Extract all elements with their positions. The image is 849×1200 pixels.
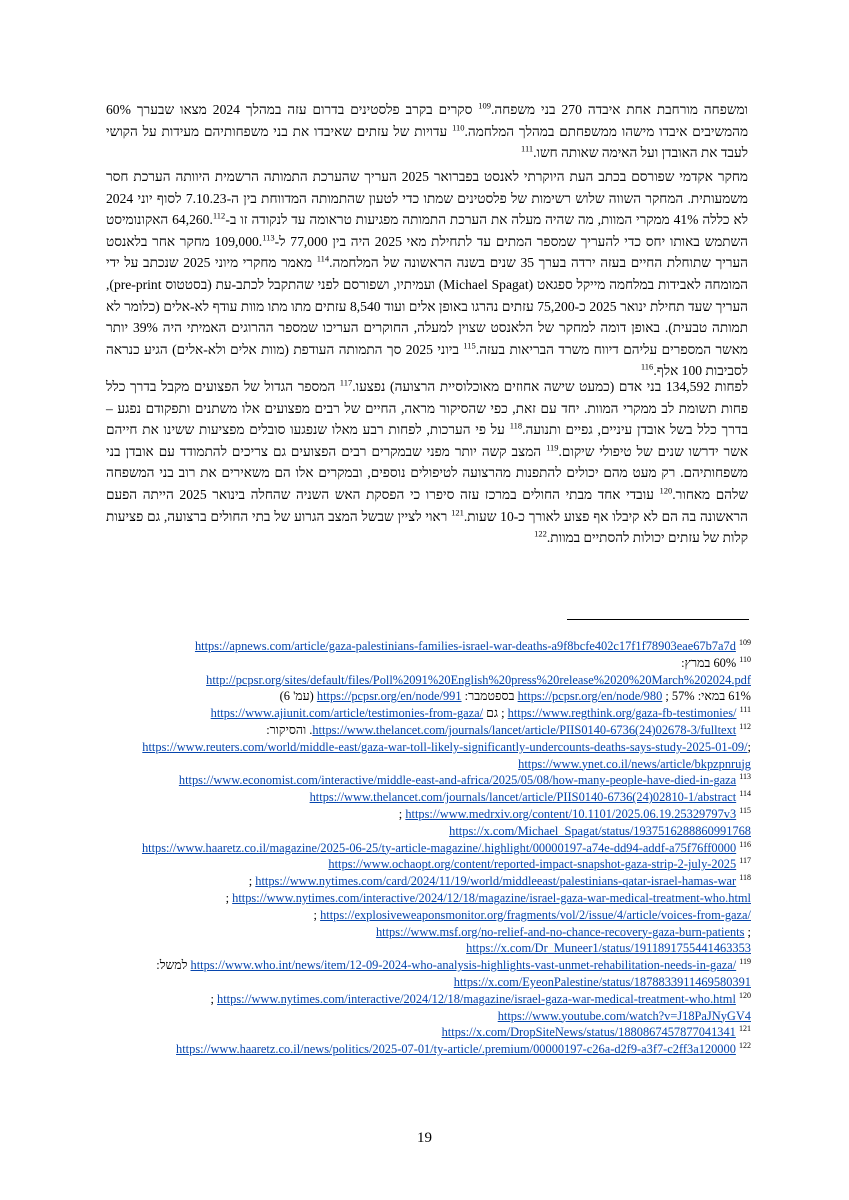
footnote-text: ; [747,739,751,754]
footnote-111 [106,705,751,722]
footnote-ref[interactable]: 119 [546,442,559,453]
paragraph-text: ביוני 2025 סך התמותה העודפת (מוות אלים ולא-אלים) הגיע כנראה לסביבות 100 אלף. [106,341,748,379]
footnote-ref[interactable]: 116 [640,361,654,372]
footnote-ref[interactable]: 115 [463,340,476,351]
footnote-link[interactable]: https://www.reuters.com/world/middle-east/gaza-war-toll-likely-significantly-undercounts-deaths-says-study-2025-01-09/ [142,739,748,754]
footnote-text: 61% במאי: [694,689,751,704]
footnote-ref[interactable]: 112 [212,210,226,221]
footnote-text: ; [210,991,218,1006]
footnote-link[interactable]: https://x.com/Michael_Spagat/status/1937516288860991768 [449,823,751,838]
footnote-link[interactable]: https://www.youtube.com/watch?v=J18PaJNyGV4 [497,1008,751,1023]
body-paragraph-3 [106,376,748,549]
page-number: 19 [417,1130,432,1146]
footnote-ref[interactable]: 118 [509,420,523,431]
footnote-text: למשל: [156,958,191,973]
footnote-ref[interactable]: 120 [659,485,673,496]
footnote-number: 117 [739,856,751,866]
footnote-115 [106,806,751,840]
footnote-ref[interactable]: 109 [478,100,492,111]
footnote-number: 110 [739,654,751,664]
footnote-separator [567,619,749,620]
footnote-link[interactable]: https://www.thelancet.com/journals/lancet/article/PIIS0140-6736(24)02678-3/fulltext [312,722,737,737]
body-paragraph-2 [106,166,748,382]
paragraph-text: עדויות של עזתים שאיבדו את בני משפחותיהם מעידות על הקושי לעבד את האובדן ועל האימה שאותה חשו. [106,123,748,161]
footnote-link[interactable]: https://pcpsr.org/en/node/980 [517,689,663,704]
footnote-122 [106,1041,751,1058]
footnote-110 [106,655,751,705]
footnote-ref[interactable]: 122 [534,528,547,539]
footnote-112 [106,722,751,772]
footnote-link[interactable]: https://explosiveweaponsmonitor.org/fragments/vol/2/issue/4/article/voices-from-gaza/ [320,907,751,922]
footnote-ref[interactable]: 114 [316,253,330,264]
paragraph-text: האקונומיסט השתמש באותו יחס כדי להעריך שמספר המתים עד לתחילת מאי 2025 היה בין 77,000 ל-109,000. [106,212,748,249]
footnote-link[interactable]: https://www.thelancet.com/journals/lancet/article/PIIS0140-6736(24)02810-1/abstract [309,790,737,805]
footnote-text: (עמ' 6) [279,689,317,704]
paragraph-text: המספר הגדול של הפצועים מקבל בדרך כלל פחות תשומת לב ממקרי המוות. יחד עם זאת, כפי שהסיקור מראה, החיים של רבים מפצועים אלו משתנים ותפקודם נפגע – בדרך כלל בשל אובדן עיניים, גפיים ותנועה. [106,379,748,438]
footnote-link[interactable]: https://x.com/DropSiteNews/status/1880867457877041341 [441,1025,736,1040]
footnote-text: ; [225,890,233,905]
footnote-link[interactable]: https://www.haaretz.co.il/magazine/2025-06-25/ty-article-magazine/.highlight/00000197-a74e-dd94-addf-a75f76ff0000 [141,840,737,855]
footnote-text: ; [248,874,256,889]
footnote-116 [106,840,751,857]
footnote-text: . והסיקור: [266,722,313,737]
footnote-number: 120 [739,990,751,1000]
footnote-ref[interactable]: 121 [451,507,464,518]
footnote-text: ; [744,924,751,939]
footnote-link[interactable]: https://www.nytimes.com/interactive/2024/12/18/magazine/israel-gaza-war-medical-treatment-who.html [232,890,751,905]
paragraph-text: מחקר אקדמי שפורסם בכתב העת היוקרתי לאנסט בפברואר 2025 העריך שהערכת התמותה הרשמית היוותה הערכת חסר משמעותית. המחקר השווה שלוש רשימות של פלסטינים שמתו כדי לטעון שהתמותה המדווחת בין ה-7.10.23 לסוף יוני 2024 לא כללה 41% ממקרי המוות, מה שהיה מעלה את הערכת התמותה מפגיעות טראומה עד לנקודה זו ב-64,260. [106,169,748,228]
footnote-109 [106,638,751,655]
paragraph-text: ומשפחה מורחבת אחת איבדה 270 בני משפחה. [491,102,749,117]
footnote-number: 109 [739,637,751,647]
footnote-ref[interactable]: 117 [339,377,353,388]
footnote-121 [106,1024,751,1041]
footnote-link[interactable]: http://pcpsr.org/sites/default/files/Poll%2091%20English%20press%20release%2020%20March%202024.pdf [206,672,751,687]
footnote-link[interactable]: https://www.who.int/news/item/12-09-2024-who-analysis-highlights-vast-unmet-rehabilitation-needs-in-gaza/ [190,958,737,973]
paragraph-text: ראוי לציין שבשל המצב הגרוע של בתי החולים ברצועה, גם פציעות קלות של עזתים יכולות להסתיים במוות. [106,508,748,546]
footnote-link[interactable]: https://www.ochaopt.org/content/reported-impact-snapshot-gaza-strip-2-july-2025 [328,857,737,872]
footnote-number: 116 [739,839,751,849]
footnote-113 [106,772,751,789]
footnote-number: 112 [739,721,751,731]
footnote-link[interactable]: https://www.regthink.org/gaza-fb-testimonies/ [507,706,737,721]
footnote-number: 115 [739,805,751,815]
footnote-119 [106,957,751,991]
footnote-ref[interactable]: 110 [452,122,465,133]
footnote-number: 122 [739,1041,751,1050]
paragraph-text: מאמר מחקרי מיוני 2025 שנכתב על ידי המומחה לאבידות במלחמה מייקל ספגאט (Michael Spagat) ועמיתיו, ושפורסם לפני שהתקבל לכתב-עת (בסטטוס pre-print), העריך שעד תחילת ינואר 2025 כ-75,200 עזתים נהרגו באופן אלים ועוד 8,540 עזתים מתו מתו מוות עודף לא-אלים (כלומר לא תמותה טבעית). באופן דומה למחקר של הלאנסט שצוין למעלה, החוקרים העריכו שמספר ההרוגים האמיתי היה 39% יותר מאשר המספרים עליהם דיווח משרד הבריאות בעזה. [106,255,749,357]
footnote-link[interactable]: https://www.msf.org/no-relief-and-no-chance-recovery-gaza-burn-patients [375,924,745,939]
footnote-number: 114 [739,789,751,799]
footnote-117 [106,856,751,873]
footnote-text: ; 57% בספטמבר: [461,689,695,704]
paragraph-text: סקרים בקרב פלסטינים בדרום עזה במהלך 2024 מצאו שבערך 60% מהמשיבים איבדו מישהו ממשפחתם במהלך המלחמה. [106,102,748,139]
footnote-link[interactable]: https://x.com/Dr_Muneer1/status/1911891755441463353 [466,941,751,956]
paragraph-text: על פי הערכות, לפחות רבע מאלו שנפגעו סובלים מפציעות ששינו את חייהם אשר ידרשו שנים של טיפולי שיקום. [106,422,749,459]
footnote-number: 119 [739,957,751,967]
footnote-link[interactable]: https://www.medrxiv.org/content/10.1101/2025.06.19.25329797v3 [405,806,737,821]
footnote-number: 118 [739,873,751,883]
footnote-number: 113 [739,772,751,782]
footnote-120 [106,991,751,1025]
footnote-text: ; גם [483,706,508,721]
footnote-114 [106,789,751,806]
footnote-link[interactable]: https://www.nytimes.com/interactive/2024/12/18/magazine/israel-gaza-war-medical-treatment-who.html [217,991,736,1006]
footnote-link[interactable]: https://www.ynet.co.il/news/article/bkpzpnrujg [518,756,751,771]
footnote-link[interactable]: https://x.com/EyeonPalestine/status/1878833911469580391 [453,974,751,989]
footnote-link[interactable]: https://www.haaretz.co.il/news/politics/2025-07-01/ty-article/.premium/00000197-c26a-d2f9-a3f7-c2ff3a120000 [176,1042,736,1057]
paragraph-text: עובדי אחד מבתי החולים במרכז עזה סיפרו כי הפסקת האש השניה שהחלה בינואר 2025 הייתה הפעם הראשונה בה הם לא קיבלו אף פצוע לאורך כ-10 שעות. [106,486,748,524]
footnote-number: 121 [739,1024,751,1034]
footnotes-section [106,638,751,1058]
footnote-text: 60% במרץ: [681,655,737,670]
footnote-link[interactable]: https://www.nytimes.com/card/2024/11/19/world/middleeast/palestinians-qatar-israel-hamas-war [255,874,737,889]
paragraph-text: המצב קשה יותר מפני שבמקרים רבים הפצועים גם צריכים להתמודד עם אובדן בני משפחותיהם. רק מעט מהם יכולים להתפנות מהרצועה לטיפולים נוספים, ובמקרים אלו הם משאירים את רוב בני המשפחה שלהם מאחור. [106,443,748,502]
footnote-text: ; [398,806,406,821]
footnote-link[interactable]: https://www.ajiunit.com/article/testimonies-from-gaza/ [210,706,484,721]
footnote-118 [106,873,751,957]
footnote-number: 111 [739,705,751,715]
footnote-link[interactable]: https://pcpsr.org/en/node/991 [316,689,462,704]
footnote-ref[interactable]: 111 [521,143,534,154]
paragraph-text: מחקר אחר בלאנסט העריך שתוחלת החיים בעזה ירדה בערך 35 שנים בשנה הראשונה של המלחמה. [106,233,748,271]
footnote-link[interactable]: https://www.economist.com/interactive/middle-east-and-africa/2025/05/08/how-many-people-have-died-in-gaza [178,773,737,788]
footnote-link[interactable]: https://apnews.com/article/gaza-palestinians-families-israel-war-deaths-a9f8bcfe402c17f1f78903eae67b7a7d [194,639,736,653]
body-paragraph-1 [106,99,748,164]
footnote-text: ; [313,907,321,922]
footnote-ref[interactable]: 113 [262,232,275,243]
paragraph-text: לפחות 134,592 בני אדם (כמעט שישה אחוזים מאוכלוסיית הרצועה) נפצעו. [352,379,748,394]
